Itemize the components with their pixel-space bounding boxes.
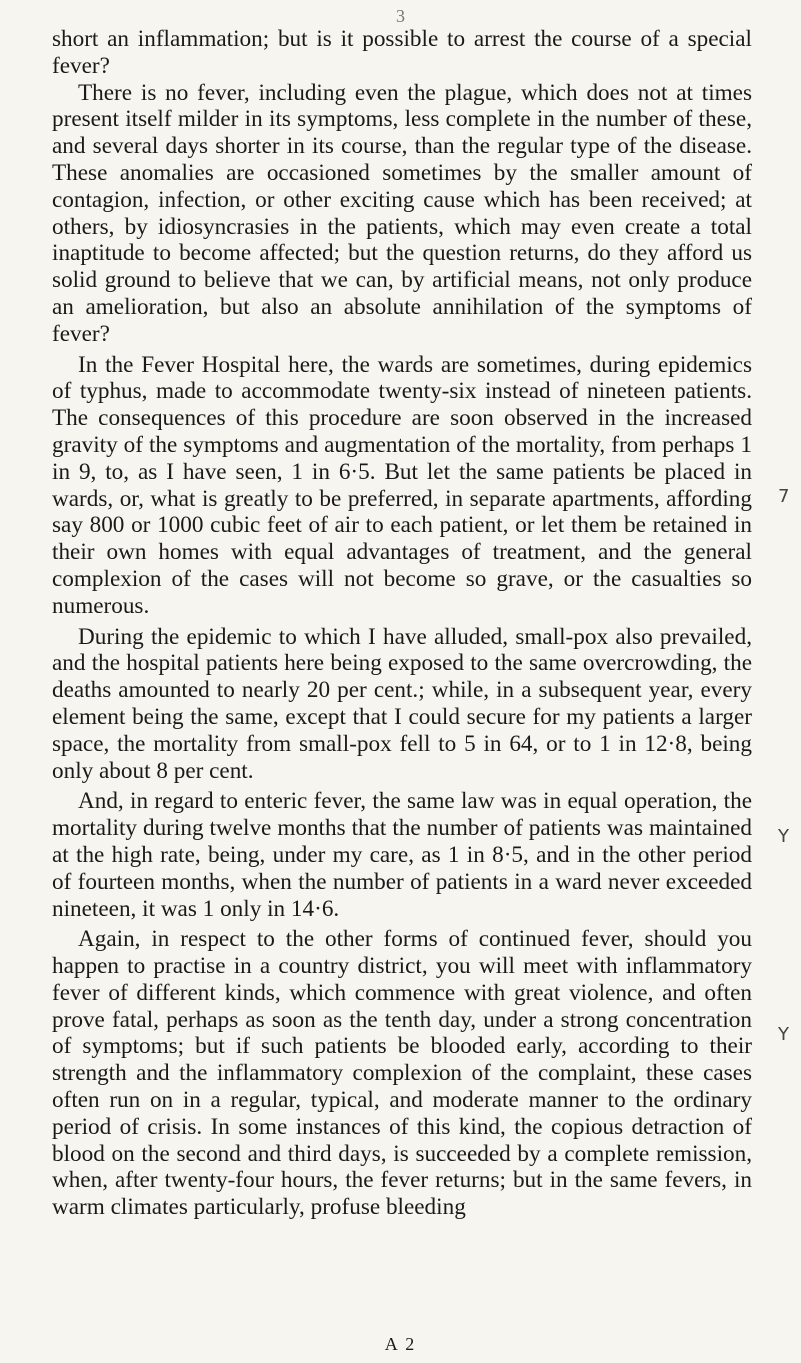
- page-number: 3: [396, 6, 405, 26]
- paragraph-6: Again, in respect to the other forms of continued fever, should you happen to practise in a country district, you will meet with inflammatory fever of different kinds, which commence with great violence, and often prove fatal, perhaps as soon as the tenth day, under a strong concentration of symptoms; but if such patients be blooded early, according to their strength and the inflammatory complexion of the complaint, these cases often run on in a regular, typical, and moderate manner to the ordinary period of crisis. In some instances of this kind, the copious detraction of blood on the second and third days, is succeeded by a complete remission, when, after twenty-four hours, the fever returns; but in the same fevers, in warm climates particularly, profuse bleeding: [52, 926, 752, 1221]
- margin-mark-1: 7: [778, 486, 790, 507]
- margin-mark-3: Y: [778, 1024, 789, 1045]
- paragraph-4: During the epidemic to which I have alluded, small-pox also prevailed, and the hospital patients here being exposed to the same overcrowding, the deaths amounted to nearly 20 per cent.; while, in a subsequent year, every element being the same, except that I could secure for my patients a larger space, the mortality from small-pox fell to 5 in 64, or to 1 in 12·8, being only about 8 per cent.: [52, 623, 752, 784]
- body-text: [52, 26, 752, 1221]
- paragraph-1: short an inflammation; but is it possible to arrest the course of a special fever?: [52, 26, 752, 79]
- signature-mark: A 2: [384, 1334, 417, 1354]
- paragraph-2: There is no fever, including even the plague, which does not at times present itself milder in its symptoms, less complete in the number of these, and several days shorter in its course, than the regular type of the disease. These anomalies are occasioned sometimes by the smaller amount of contagion, infection, or other exciting cause which has been received; at others, by idiosyncrasies in the patients, which may even create a total inaptitude to become affected; but the question returns, do they afford us solid ground to believe that we can, by artificial means, not only produce an amelioration, but also an absolute annihilation of the symptoms of fever?: [52, 79, 752, 347]
- paragraph-5: And, in regard to enteric fever, the same law was in equal operation, the mortality during twelve months that the number of patients was maintained at the high rate, being, under my care, as 1 in 8·5, and in the other period of fourteen months, when the number of patients in a ward never exceeded nineteen, it was 1 only in 14·6.: [52, 788, 752, 922]
- paragraph-3: In the Fever Hospital here, the wards are sometimes, during epidemics of typhus, made to accommodate twenty-six instead of nineteen patients. The consequences of this procedure are soon observed in the increased gravity of the symptoms and augmentation of the mortality, from perhaps 1 in 9, to, as I have seen, 1 in 6·5. But let the same patients be placed in wards, or, what is greatly to be preferred, in separate apartments, affording say 800 or 1000 cubic feet of air to each patient, or let them be retained in their own homes with equal advantages of treatment, and the general complexion of the cases will not become so grave, or the casualties so numerous.: [52, 351, 752, 619]
- margin-mark-2: Y: [778, 826, 789, 847]
